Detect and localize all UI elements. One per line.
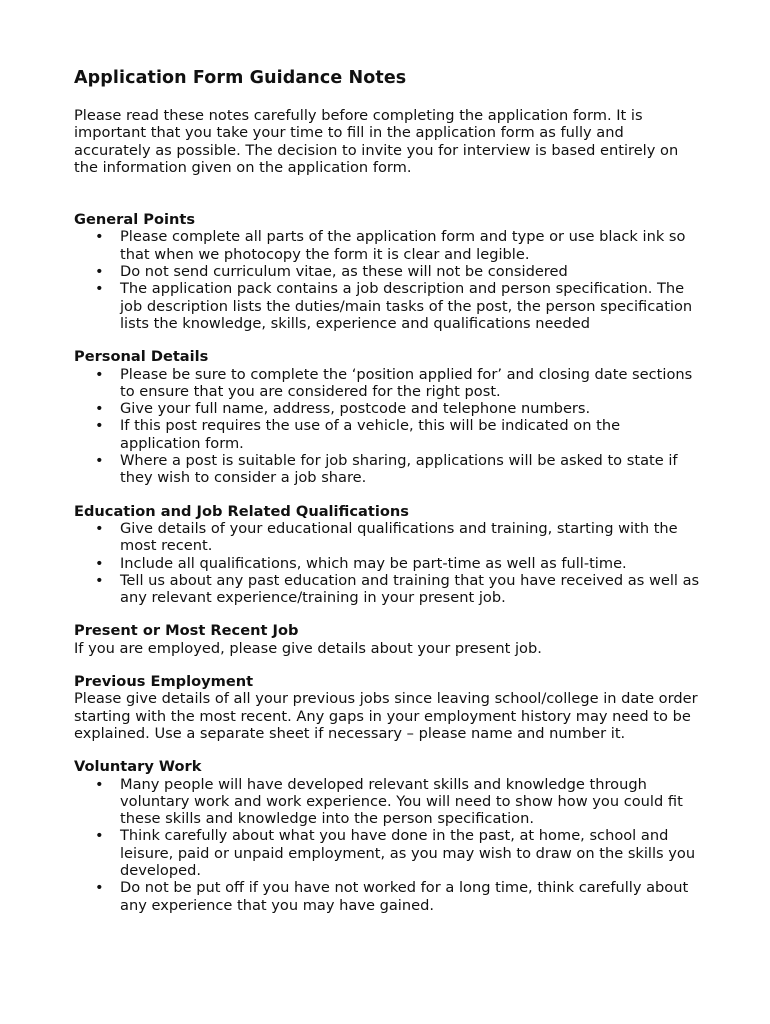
section-text: Please give details of all your previous jobs since leaving school/college in date order starting with the most recent. Any gaps in your employment history may need to be explained. Use a separate sheet if necessary – please name and number it.	[74, 690, 698, 742]
section-present-job	[74, 622, 700, 657]
list-item	[74, 366, 700, 401]
bullet-icon: •	[95, 417, 104, 435]
bullet-list	[74, 366, 700, 487]
section-personal-details	[74, 348, 700, 486]
bullet-icon: •	[95, 571, 104, 589]
bullet-icon: •	[95, 827, 104, 845]
intro-paragraph: Please read these notes carefully before completing the application form. It is important that you take your time to fill in the application form as fully and accurately as possible. The decision to invite you for interview is based entirely on the information given on the application form.	[74, 107, 679, 176]
section-heading: Present or Most Recent Job	[74, 622, 299, 640]
list-item-text: Please be sure to complete the ‘position applied for’ and closing date sections to ensure that you are considered for the right post.	[120, 365, 693, 400]
list-item-text: Please complete all parts of the application form and type or use black ink so that when we photocopy the form it is clear and legible.	[120, 228, 686, 263]
list-item-text: Many people will have developed relevant skills and knowledge through voluntary work and work experience. You will need to show how you could fit these skills and knowledge into the person specification.	[120, 775, 683, 828]
list-item-text: Think carefully about what you have done in the past, at home, school and leisure, paid or unpaid employment, as you may wish to draw on the skills you developed.	[120, 827, 696, 879]
bullet-list	[74, 776, 700, 914]
bullet-icon: •	[95, 263, 104, 281]
list-item	[74, 228, 700, 263]
bullet-icon: •	[95, 879, 104, 897]
section-heading: General Points	[74, 211, 196, 229]
section-voluntary-work	[74, 758, 700, 914]
list-item-text: The application pack contains a job description and person specification. The job description lists the duties/main tasks of the post, the person specification lists the knowledge, skills, experience and qualifications needed	[120, 280, 693, 332]
list-item-text: Do not be put off if you have not worked for a long time, think carefully about any experience that you may have gained.	[120, 879, 689, 914]
bullet-icon: •	[95, 365, 104, 383]
list-item	[74, 520, 700, 555]
list-item	[74, 417, 700, 452]
section-previous-employment	[74, 673, 700, 742]
section-text: If you are employed, please give details about your present job.	[74, 639, 542, 657]
list-item-text: Include all qualifications, which may be part-time as well as full-time.	[120, 554, 627, 572]
section-heading: Voluntary Work	[74, 758, 202, 776]
list-item	[74, 555, 700, 572]
list-item	[74, 452, 700, 487]
bullet-icon: •	[95, 452, 104, 470]
list-item	[74, 572, 700, 607]
section-heading: Personal Details	[74, 348, 209, 366]
list-item-text: Do not send curriculum vitae, as these will not be considered	[120, 263, 568, 281]
list-item-text: Give details of your educational qualifications and training, starting with the most recent.	[120, 519, 678, 555]
list-item	[74, 827, 700, 879]
list-item-text: If this post requires the use of a vehicle, this will be indicated on the application form.	[120, 417, 621, 452]
list-item	[74, 263, 700, 280]
bullet-icon: •	[95, 775, 104, 793]
bullet-list	[74, 520, 700, 606]
list-item	[74, 776, 700, 828]
list-item	[74, 280, 700, 332]
bullet-icon: •	[95, 400, 104, 418]
list-item	[74, 879, 700, 914]
bullet-list	[74, 228, 700, 332]
page-title: Application Form Guidance Notes	[74, 68, 407, 88]
list-item-text: Where a post is suitable for job sharing, applications will be asked to state if they wish to consider a job share.	[120, 452, 678, 487]
bullet-icon: •	[95, 280, 104, 298]
bullet-icon: •	[95, 554, 104, 572]
section-education	[74, 503, 700, 607]
section-heading: Education and Job Related Qualifications	[74, 502, 409, 520]
section-general-points	[74, 211, 700, 332]
list-item	[74, 400, 700, 417]
list-item-text: Give your full name, address, postcode and telephone numbers.	[120, 400, 591, 418]
section-heading: Previous Employment	[74, 673, 254, 691]
bullet-icon: •	[95, 228, 104, 246]
bullet-icon: •	[95, 519, 104, 537]
list-item-text: Tell us about any past education and training that you have received as well as any relevant experience/training in your present job.	[120, 571, 700, 607]
